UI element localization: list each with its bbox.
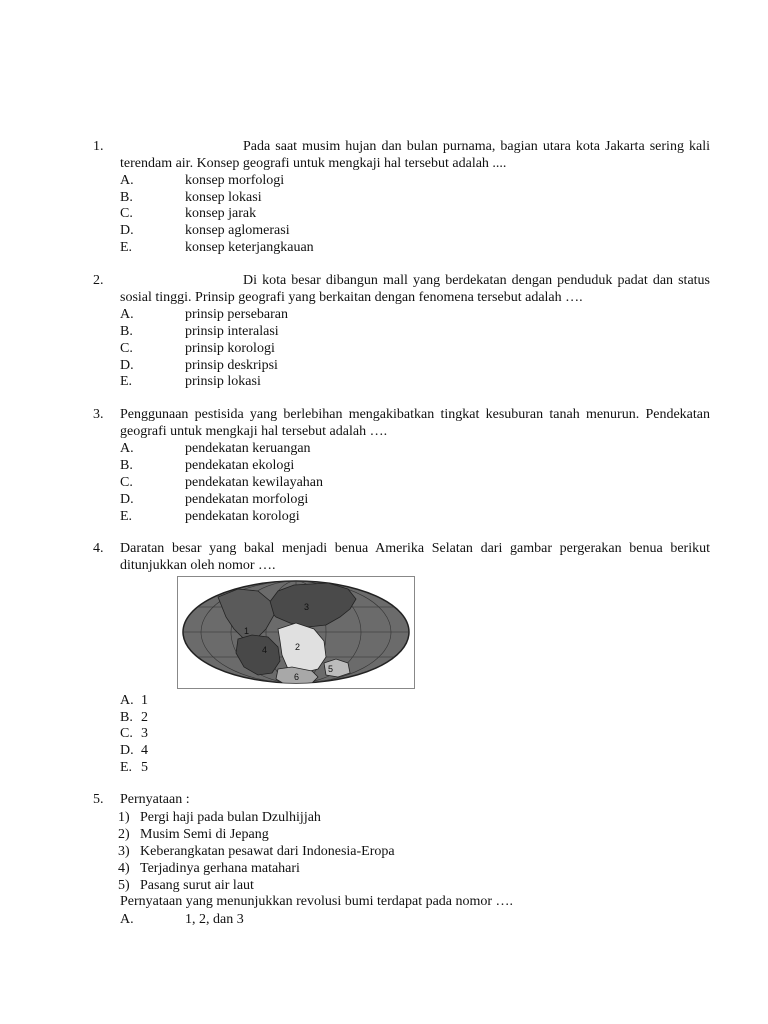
option-letter: D. — [120, 223, 134, 238]
option-d — [120, 491, 308, 508]
option-text: 1, 2, dan 3 — [185, 912, 244, 927]
option-text: prinsip lokasi — [185, 374, 261, 389]
option-text: konsep jarak — [185, 206, 257, 221]
option-text: 4 — [141, 743, 148, 758]
option-text: prinsip korologi — [185, 341, 275, 356]
map-label-4: 4 — [262, 645, 268, 655]
question-stem: Penggunaan pestisida yang berlebihan mengakibatkan tingkat kesuburan tanah menurun. Pendekatan geografi untuk mengkaji hal tersebut adalah …. — [120, 407, 710, 439]
option-text: konsep keterjangkauan — [185, 240, 314, 255]
option-a — [120, 172, 284, 189]
statement-number: 2) — [118, 827, 130, 842]
question-stem: Di kota besar dibangun mall yang berdekatan dengan penduduk padat dan status sosial tinggi. Prinsip geografi yang berkaitan dengan fenomena tersebut adalah …. — [120, 273, 710, 305]
option-letter: E. — [120, 240, 133, 255]
statement-item — [118, 843, 395, 860]
option-c — [120, 205, 256, 222]
option-letter: A. — [120, 307, 134, 322]
statement-text: Pasang surut air laut — [140, 878, 254, 893]
statement-number: 4) — [118, 861, 130, 876]
option-letter: C. — [120, 341, 133, 356]
option-letter: E. — [120, 509, 133, 524]
option-d — [120, 742, 148, 759]
option-letter: D. — [120, 492, 134, 507]
map-label-2: 2 — [295, 642, 301, 652]
option-b — [120, 709, 148, 726]
option-b — [120, 457, 294, 474]
option-c — [120, 474, 323, 491]
option-text: pendekatan korologi — [185, 509, 300, 524]
statement-number: 3) — [118, 844, 130, 859]
option-e — [120, 759, 148, 776]
question-stem: Daratan besar yang bakal menjadi benua Amerika Selatan dari gambar pergerakan benua berikut ditunjukkan oleh nomor …. — [120, 541, 710, 573]
statement-item — [118, 877, 254, 894]
option-letter: C. — [120, 475, 133, 490]
option-letter: A. — [120, 693, 134, 708]
option-letter: B. — [120, 324, 133, 339]
option-letter: C. — [120, 726, 133, 741]
statement-number: 5) — [118, 878, 130, 893]
option-d — [120, 222, 290, 239]
statement-item — [118, 809, 321, 826]
question-stem: Pernyataan yang menunjukkan revolusi bumi terdapat pada nomor …. — [120, 894, 514, 909]
statement-text: Keberangkatan pesawat dari Indonesia-Eropa — [140, 844, 395, 859]
option-text: prinsip deskripsi — [185, 358, 278, 373]
statement-number: 1) — [118, 810, 130, 825]
statement-item — [118, 826, 269, 843]
option-b — [120, 323, 279, 340]
option-text: konsep morfologi — [185, 173, 285, 188]
option-e — [120, 508, 300, 525]
option-letter: E. — [120, 760, 133, 775]
question-number: 1. — [93, 139, 104, 154]
option-letter: A. — [120, 441, 134, 456]
map-label-6: 6 — [294, 672, 300, 682]
option-a — [120, 306, 288, 323]
option-text: pendekatan morfologi — [185, 492, 309, 507]
option-d — [120, 357, 278, 374]
question-number: 2. — [93, 273, 104, 288]
option-letter: D. — [120, 743, 134, 758]
option-text: pendekatan ekologi — [185, 458, 295, 473]
map-label-1: 1 — [244, 626, 250, 636]
option-b — [120, 189, 262, 206]
option-text: pendekatan keruangan — [185, 441, 311, 456]
option-c — [120, 340, 275, 357]
option-text: 3 — [141, 726, 148, 741]
map-label-5: 5 — [328, 664, 334, 674]
option-letter: C. — [120, 206, 133, 221]
option-letter: A. — [120, 173, 134, 188]
statement-text: Musim Semi di Jepang — [140, 827, 269, 842]
option-a — [120, 911, 244, 928]
statement-item — [118, 860, 300, 877]
option-letter: E. — [120, 374, 133, 389]
question-intro: Pernyataan : — [120, 792, 190, 807]
option-e — [120, 239, 314, 256]
option-text: 1 — [141, 693, 148, 708]
statement-text: Terjadinya gerhana matahari — [140, 861, 300, 876]
option-text: pendekatan kewilayahan — [185, 475, 323, 490]
statement-text: Pergi haji pada bulan Dzulhijjah — [140, 810, 321, 825]
option-text: konsep lokasi — [185, 190, 262, 205]
option-e — [120, 373, 261, 390]
option-text: prinsip interalasi — [185, 324, 279, 339]
option-text: 5 — [141, 760, 148, 775]
question-number: 3. — [93, 407, 104, 422]
option-text: prinsip persebaran — [185, 307, 289, 322]
option-a — [120, 692, 148, 709]
option-letter: A. — [120, 912, 134, 927]
option-letter: B. — [120, 710, 133, 725]
pangaea-globe-figure — [178, 577, 414, 688]
continental-drift-map — [177, 576, 415, 689]
option-text: 2 — [141, 710, 148, 725]
option-c — [120, 725, 148, 742]
option-letter: B. — [120, 190, 133, 205]
option-letter: D. — [120, 358, 134, 373]
option-text: konsep aglomerasi — [185, 223, 290, 238]
question-number: 4. — [93, 541, 104, 556]
map-label-3: 3 — [304, 602, 310, 612]
question-stem: Pada saat musim hujan dan bulan purnama, bagian utara kota Jakarta sering kali terendam air. Konsep geografi untuk mengkaji hal tersebut adalah .... — [120, 139, 710, 171]
option-a — [120, 440, 311, 457]
question-number: 5. — [93, 792, 104, 807]
option-letter: B. — [120, 458, 133, 473]
